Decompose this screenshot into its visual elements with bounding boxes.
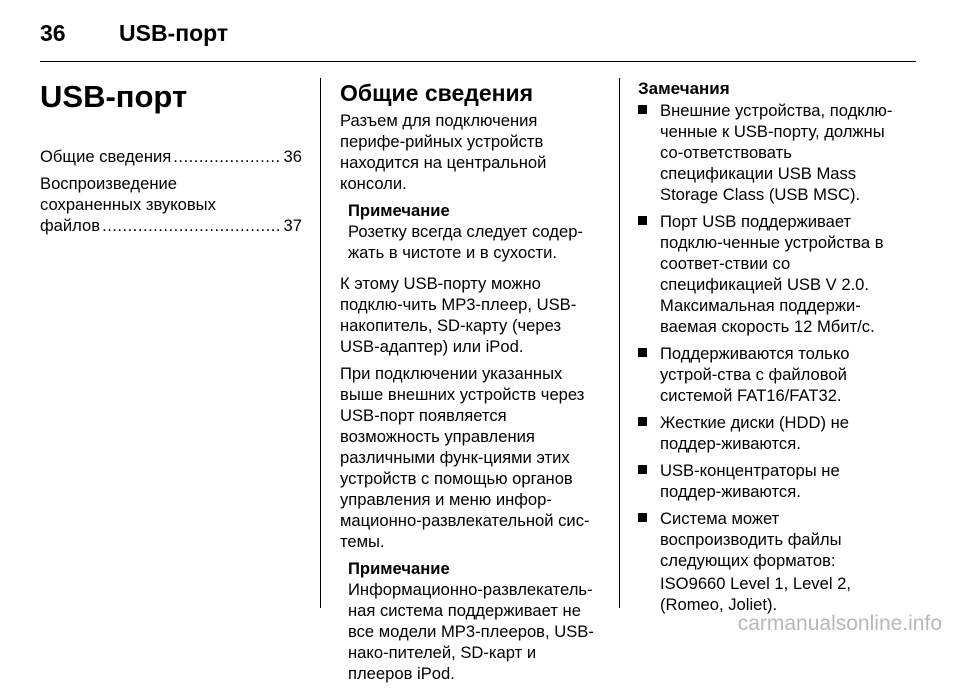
running-title: USB-порт xyxy=(119,20,229,46)
note-text: Розетку всегда следует содер-жать в чистоте и в сухости. xyxy=(348,222,583,262)
devices-paragraph: К этому USB-порту можно подклю-чить MP3-плеер, USB-накопитель, SD-карту (через USB-адаптер) или iPod. xyxy=(340,274,577,356)
note-title: Примечание xyxy=(348,201,450,220)
chapter-title: USB-порт xyxy=(40,79,188,114)
list-item xyxy=(638,100,904,205)
supported-formats: ISO9660 Level 1, Level 2, (Romeo, Joliet). xyxy=(660,574,851,614)
list-item-text: USB-концентраторы не поддер-живаются. xyxy=(660,461,840,501)
square-bullet-icon xyxy=(638,417,647,426)
general-column xyxy=(340,78,604,694)
list-item xyxy=(638,412,904,454)
square-bullet-icon xyxy=(638,465,647,474)
remarks-column xyxy=(638,78,904,621)
toc-entry-last-line xyxy=(40,215,302,236)
note-text: Информационно-развлекатель-ная система поддерживает не все модели MP3-плееров, USB-нако-пителей, SD-карт и плееров iPod. xyxy=(348,580,594,683)
toc-entry-text: сохраненных звуковых xyxy=(40,195,216,214)
list-item xyxy=(638,460,904,502)
square-bullet-icon xyxy=(638,513,647,522)
intro-paragraph: Разъем для подключения перифе-рийных устройств находится на центральной консоли. xyxy=(340,111,547,193)
note-cleanliness xyxy=(348,200,604,263)
toc-entry-general[interactable] xyxy=(40,146,302,167)
section-title-general: Общие сведения xyxy=(340,80,534,106)
remarks-list xyxy=(638,100,904,615)
watermark-text[interactable]: carmanualsonline.info xyxy=(737,612,942,635)
square-bullet-icon xyxy=(638,216,647,225)
note-compatibility xyxy=(348,558,604,684)
column-divider xyxy=(320,78,321,608)
list-item-text: Система может воспроизводить файлы следующих форматов: xyxy=(660,509,842,570)
toc-entry-text: Общие сведения xyxy=(40,147,172,166)
toc-leader-dots xyxy=(102,215,281,236)
toc-leader-dots xyxy=(173,146,281,167)
list-item-text: Порт USB поддерживает подклю-ченные устройства в соответ-ствии со спецификацией USB V 2.0. Максимальная поддержи-ваемая скорость 12 Мбит/с. xyxy=(660,212,884,336)
list-item xyxy=(638,211,904,337)
list-item xyxy=(638,343,904,406)
list-item-text: Жесткие диски (HDD) не поддер-живаются. xyxy=(660,413,850,453)
toc-column xyxy=(40,78,302,242)
list-item-text: Поддерживаются только устрой-ства с файловой системой FAT16/FAT32. xyxy=(660,344,850,405)
square-bullet-icon xyxy=(638,105,647,114)
square-bullet-icon xyxy=(638,348,647,357)
toc-entry-playback[interactable] xyxy=(40,173,302,236)
note-title: Примечание xyxy=(348,559,450,578)
list-item xyxy=(638,508,904,615)
toc-entry-page: 36 xyxy=(283,147,302,166)
page-number: 36 xyxy=(40,20,66,46)
list-item-text: Внешние устройства, подклю-ченные к USB-порту, должны со-ответствовать спецификации USB Mass Storage Class (USB MSC). xyxy=(660,101,893,204)
column-divider xyxy=(619,78,620,608)
toc-entry-text: файлов xyxy=(40,216,101,235)
control-paragraph: При подключении указанных выше внешних устройств через USB-порт появляется возможность управления различными функ-циями этих устройств с помощью органов управления и меню инфор-мационно-развлекательной сис-темы. xyxy=(340,364,590,551)
toc-entry-page: 37 xyxy=(283,216,302,235)
header-rule xyxy=(40,61,916,62)
section-title-remarks: Замечания xyxy=(638,79,730,98)
toc-entry-text: Воспроизведение xyxy=(40,174,177,193)
